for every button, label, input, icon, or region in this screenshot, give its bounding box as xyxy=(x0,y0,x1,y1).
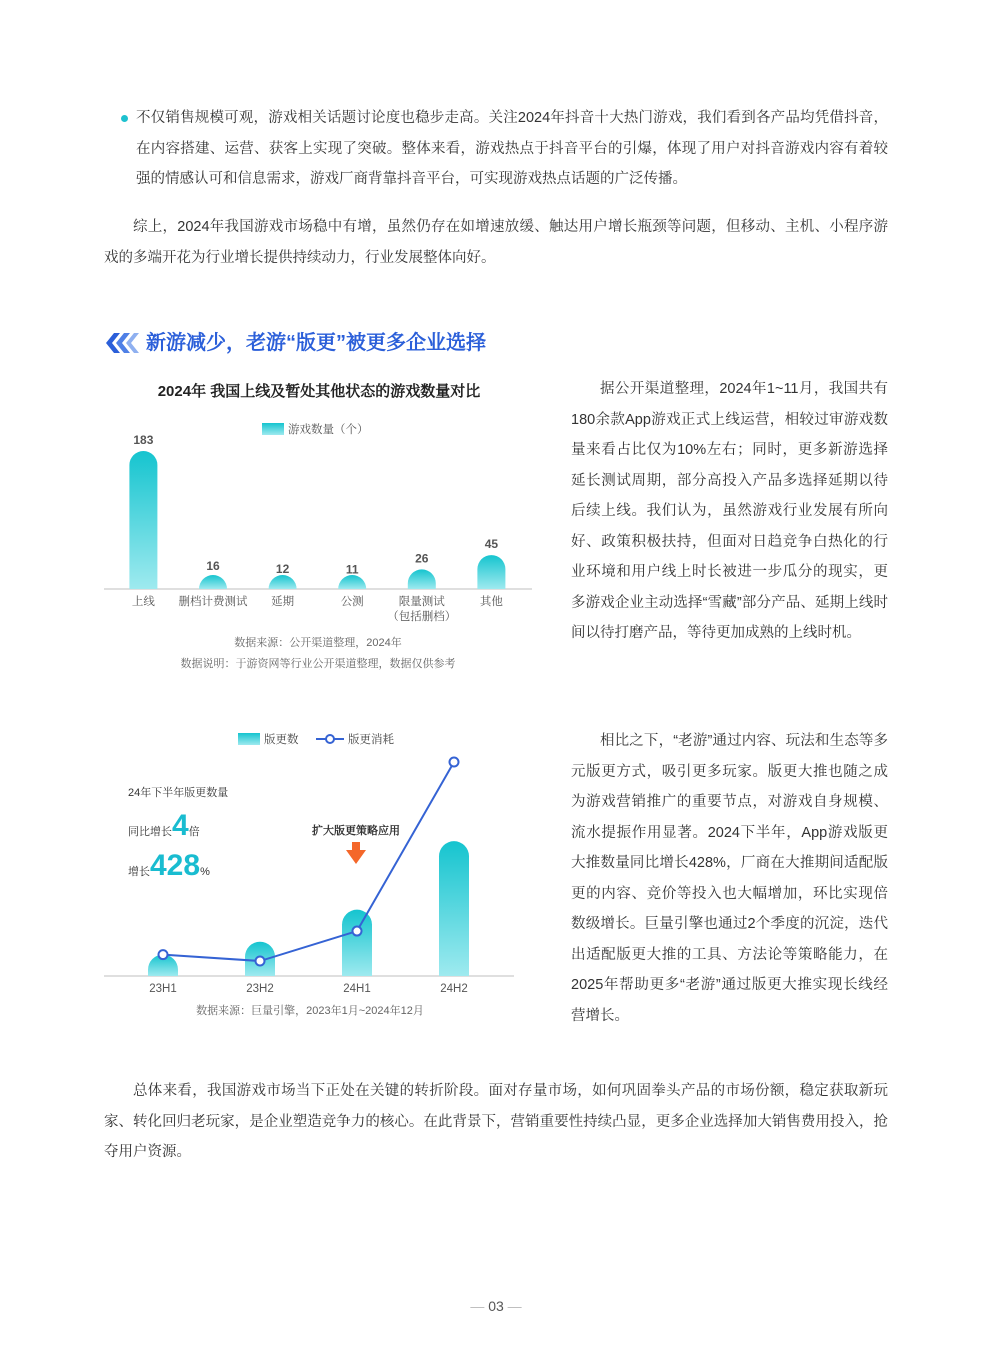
bullet-dot xyxy=(121,115,128,122)
category-label: 23H2 xyxy=(246,983,274,995)
legend-bar-label: 版更数 xyxy=(264,734,299,746)
section-title: 新游减少，老游“版更”被更多企业选择 xyxy=(146,332,486,354)
yoy-value: 4 xyxy=(172,809,189,842)
summary-paragraph: 综上，2024年我国游戏市场稳中有增，虽然仍存在如增速放缓、触达用户增长瓶颈等问题，但移动、主机、小程序游戏的多端开花为行业增长提供持续动力，行业发展整体向好。 xyxy=(104,219,888,266)
chart1-note: 数据说明：于游资网等行业公开渠道整理，数据仅供参考 xyxy=(180,658,456,670)
annotation-growth xyxy=(128,849,210,882)
line-point xyxy=(450,758,459,767)
category-label: 其他 xyxy=(479,596,503,608)
callout-arrow-icon xyxy=(346,842,366,864)
yoy-prefix: 同比增长 xyxy=(128,826,172,838)
bar-value-label: 16 xyxy=(206,558,220,573)
bar-value-label: 12 xyxy=(275,561,290,576)
right-paragraph-2: 相比之下，“老游”通过内容、玩法和生态等多元版更方式，吸引更多玩家。版更大推也随之成为游戏营销推广的重要节点，对游戏自身规模、流水提振作用显著。2024下半年，App游戏版更大推数量同比增长428%，厂商在大推期间适配版更的内容、竞价等投入也大幅增加，环比实现倍数级增长。巨量引擎也通过2个季度的沉淀，迭代出适配版更大推的工具、方法论等策略能力，在2025年帮助更多“老游”通过版更大推实现长线经营增长。 xyxy=(571,733,888,1024)
category-label: 24H2 xyxy=(440,983,468,995)
growth-value: 428 xyxy=(150,849,201,882)
chevrons-icon xyxy=(104,331,140,355)
category-label: 公测 xyxy=(340,596,364,608)
yoy-unit: 倍 xyxy=(188,826,200,838)
bar-value-label: 11 xyxy=(345,562,359,577)
chart1-source: 数据来源：公开渠道整理，2024年 xyxy=(234,637,402,649)
bar xyxy=(338,575,366,589)
line-point xyxy=(159,950,168,959)
legend-line-marker xyxy=(326,735,334,743)
bar-value-label: 45 xyxy=(484,537,499,552)
final-paragraph: 总体来看，我国游戏市场当下正处在关键的转折阶段。面对存量市场，如何巩固拳头产品的市场份额，稳定获取新玩家、转化回归老玩家，是企业塑造竞争力的核心。在此背景下，营销重要性持续凸显，更多企业选择加大销售费用投入，抢夺用户资源。 xyxy=(104,1083,888,1160)
bar xyxy=(408,569,436,589)
bar-value-label: 183 xyxy=(133,433,154,447)
category-label: 删档计费测试 xyxy=(178,596,248,608)
line-point xyxy=(256,957,265,966)
category-label: 限量测试 xyxy=(398,596,445,608)
chart1-title: 2024年 我国上线及暂处其他状态的游戏数量对比 xyxy=(157,383,481,400)
bar-value-label: 26 xyxy=(415,551,429,566)
growth-unit: % xyxy=(200,866,210,878)
bar xyxy=(199,575,227,589)
page-dash-left: — xyxy=(470,1298,489,1314)
annotation-yoy xyxy=(128,809,200,842)
game-count-bar-chart xyxy=(104,408,544,678)
legend-bar-swatch xyxy=(238,733,260,745)
line-point xyxy=(353,927,362,936)
category-label: 23H1 xyxy=(149,983,177,995)
chart2-source: 数据来源：巨量引擎，2023年1月~2024年12月 xyxy=(196,1005,424,1017)
category-sub-label: （包括删档） xyxy=(387,611,457,623)
bullet-paragraph: 不仅销售规模可观，游戏相关话题讨论度也稳步走高。关注2024年抖音十大热门游戏，我们看到各产品均凭借抖音，在内容搭建、运营、获客上实现了突破。整体来看，游戏热点于抖音平台的引爆，体现了用户对抖音游戏内容有着较强的情感认可和信息需求，游戏厂商背靠抖音平台，可实现游戏热点话题的广泛传播。 xyxy=(136,110,888,187)
page-number xyxy=(0,1298,992,1314)
annotation-heading: 24年下半年版更数量 xyxy=(128,787,229,799)
legend-line-label: 版更消耗 xyxy=(348,734,394,746)
bar xyxy=(477,555,505,589)
category-label: 上线 xyxy=(131,596,155,608)
legend-swatch xyxy=(262,423,284,435)
page-dash-right: — xyxy=(503,1298,522,1314)
bar xyxy=(129,451,157,589)
legend-label: 游戏数量（个） xyxy=(288,424,369,436)
bar xyxy=(269,575,297,589)
version-update-chart xyxy=(104,722,524,1022)
right-paragraph-1: 据公开渠道整理，2024年1~11月，我国共有180余款App游戏正式上线运营，相较过审游戏数量来看占比仅为10%左右；同时，更多新游选择延长测试周期，部分高投入产品多选择延期以待后续上线。我们认为，虽然游戏行业发展有所向好、政策积极扶持，但面对日趋竞争白热化的行业环境和用户线上时长被进一步瓜分的现实，更多游戏企业主动选择“雪藏”部分产品、延期上线时间以待打磨产品，等待更加成熟的上线时机。 xyxy=(571,381,888,641)
category-label: 24H1 xyxy=(343,983,371,995)
callout-label: 扩大版更策略应用 xyxy=(312,825,400,837)
bar xyxy=(342,910,372,976)
growth-prefix: 增长 xyxy=(128,866,150,878)
category-label: 延期 xyxy=(271,596,295,608)
page-number-value: 03 xyxy=(488,1298,504,1314)
bar xyxy=(439,841,469,976)
